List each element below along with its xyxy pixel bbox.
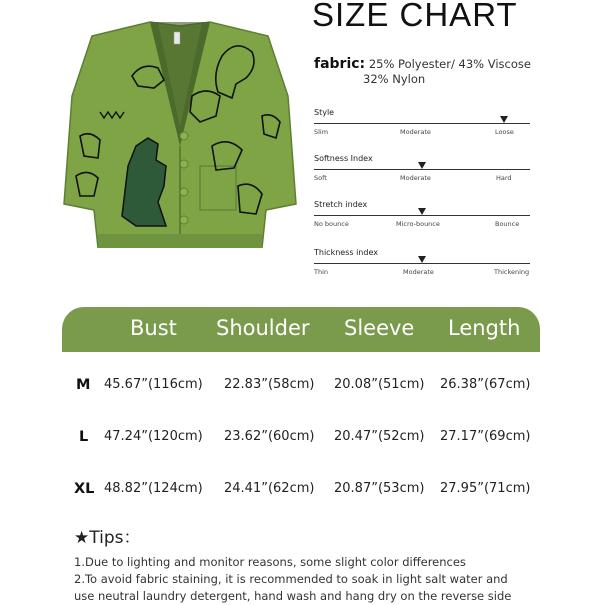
table-row <box>62 377 540 407</box>
fabric-line1: 25% Polyester/ 43% Viscose <box>368 57 531 71</box>
shoulder-value: 24.41”(62cm) <box>224 481 315 496</box>
scale-label-low: Soft <box>314 174 327 182</box>
bust-value: 47.24”(120cm) <box>104 429 203 444</box>
sleeve-value: 20.08”(51cm) <box>334 377 425 392</box>
size-label: L <box>79 429 89 445</box>
bust-value: 45.67”(116cm) <box>104 377 203 392</box>
scale-marker-triangle-icon <box>418 162 426 169</box>
tips-section <box>74 523 574 605</box>
tip-line: 2.To avoid fabric staining, it is recommended to soak in light salt water and <box>74 572 508 586</box>
scale-track <box>314 123 530 124</box>
size-table-header <box>62 307 540 352</box>
scale-label-mid: Moderate <box>400 128 431 136</box>
scale-label-high: Loose <box>495 128 514 136</box>
scale-style <box>314 108 530 144</box>
scale-label-high: Thickening <box>494 268 530 276</box>
shoulder-value: 23.62”(60cm) <box>224 429 315 444</box>
header-shoulder: Shoulder <box>216 316 310 340</box>
scale-label-low: Thin <box>314 268 329 276</box>
scale-name: Stretch index <box>314 200 368 209</box>
sleeve-value: 20.47”(52cm) <box>334 429 425 444</box>
scale-track <box>314 263 530 264</box>
scale-name: Softness Index <box>314 154 373 163</box>
scale-marker-triangle-icon <box>418 208 426 215</box>
size-chart-title: SIZE CHART <box>312 0 518 33</box>
header-length: Length <box>448 316 521 340</box>
length-value: 27.95”(71cm) <box>440 481 531 496</box>
tips-title: ★Tips： <box>74 528 141 548</box>
tip-line: 1.Due to lighting and monitor reasons, some slight color differences <box>74 555 466 569</box>
cardigan-sweater-image <box>62 16 298 248</box>
scale-marker-triangle-icon <box>418 256 426 263</box>
scale-name: Thickness index <box>314 248 378 257</box>
length-value: 27.17”(69cm) <box>440 429 531 444</box>
header-bust: Bust <box>130 316 177 340</box>
scale-label-mid: Moderate <box>400 174 431 182</box>
scale-label-low: Slim <box>314 128 329 136</box>
fabric-composition <box>314 57 594 87</box>
header-sleeve: Sleeve <box>344 316 415 340</box>
size-label: M <box>76 377 91 393</box>
table-row <box>62 481 540 511</box>
scale-label-high: Bounce <box>495 220 520 228</box>
scale-label-high: Hard <box>496 174 512 182</box>
scale-name: Style <box>314 108 335 117</box>
scale-track <box>314 215 530 216</box>
tip-line: use neutral laundry detergent, hand wash and hang dry on the reverse side <box>74 589 512 603</box>
table-row <box>62 429 540 459</box>
scale-label-low: No bounce <box>314 220 349 228</box>
fabric-line2: 32% Nylon <box>363 72 426 86</box>
scale-track <box>314 169 530 170</box>
sleeve-value: 20.87”(53cm) <box>334 481 425 496</box>
scale-softness <box>314 154 530 190</box>
shoulder-value: 22.83”(58cm) <box>224 377 315 392</box>
scale-label-mid: Micro-bounce <box>396 220 440 228</box>
scale-stretch <box>314 200 530 236</box>
scale-marker-triangle-icon <box>500 116 508 123</box>
scale-label-mid: Moderate <box>403 268 434 276</box>
scale-thickness <box>314 248 530 284</box>
size-label: XL <box>74 481 95 497</box>
length-value: 26.38”(67cm) <box>440 377 531 392</box>
bust-value: 48.82”(124cm) <box>104 481 203 496</box>
fabric-label: fabric: <box>314 56 366 72</box>
